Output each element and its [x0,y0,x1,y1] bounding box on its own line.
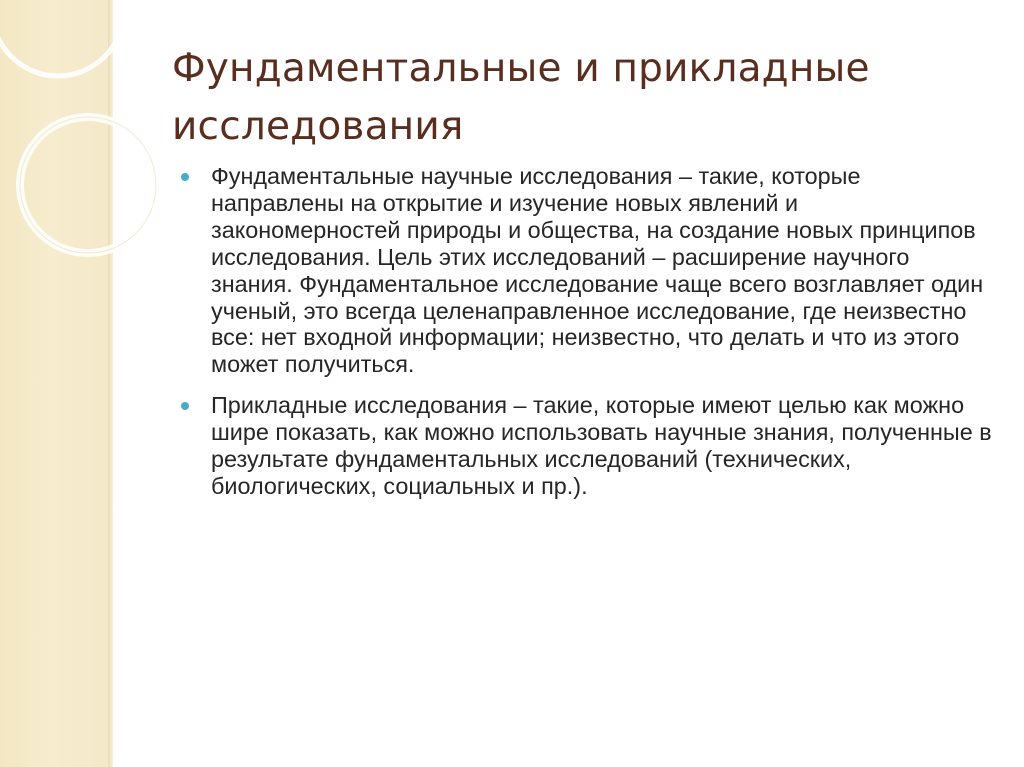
bullet-dot-icon [181,173,189,181]
decorative-circles [0,0,160,320]
bullet-dot-icon [181,402,189,410]
bullet-text-fundamental: Фундаментальные научные исследования – такие, которые направлены на открытие и изучение новых явлений и закономерностей природы и общества, на создание новых принципов исследования. Цель этих исследований – расширение научного знания. Фундаментальное исследование чаще всего возглавляет один ученый, это всегда целенаправленное исследование, где неизвестно все: нет входной информации; неизвестно, что делать и что из этого может получиться. [211,163,984,378]
bullet-item-applied [172,392,992,500]
bullet-item-fundamental [172,163,992,378]
bullet-list [172,163,992,514]
slide-title: Фундаментальные и прикладные исследования [172,46,870,149]
bullet-text-applied: Прикладные исследования – такие, которые имеют целью как можно шире показать, как можно использовать научные знания, полученные в результате фундаментальных исследований (технических, биологических, социальных и пр.). [211,392,992,499]
